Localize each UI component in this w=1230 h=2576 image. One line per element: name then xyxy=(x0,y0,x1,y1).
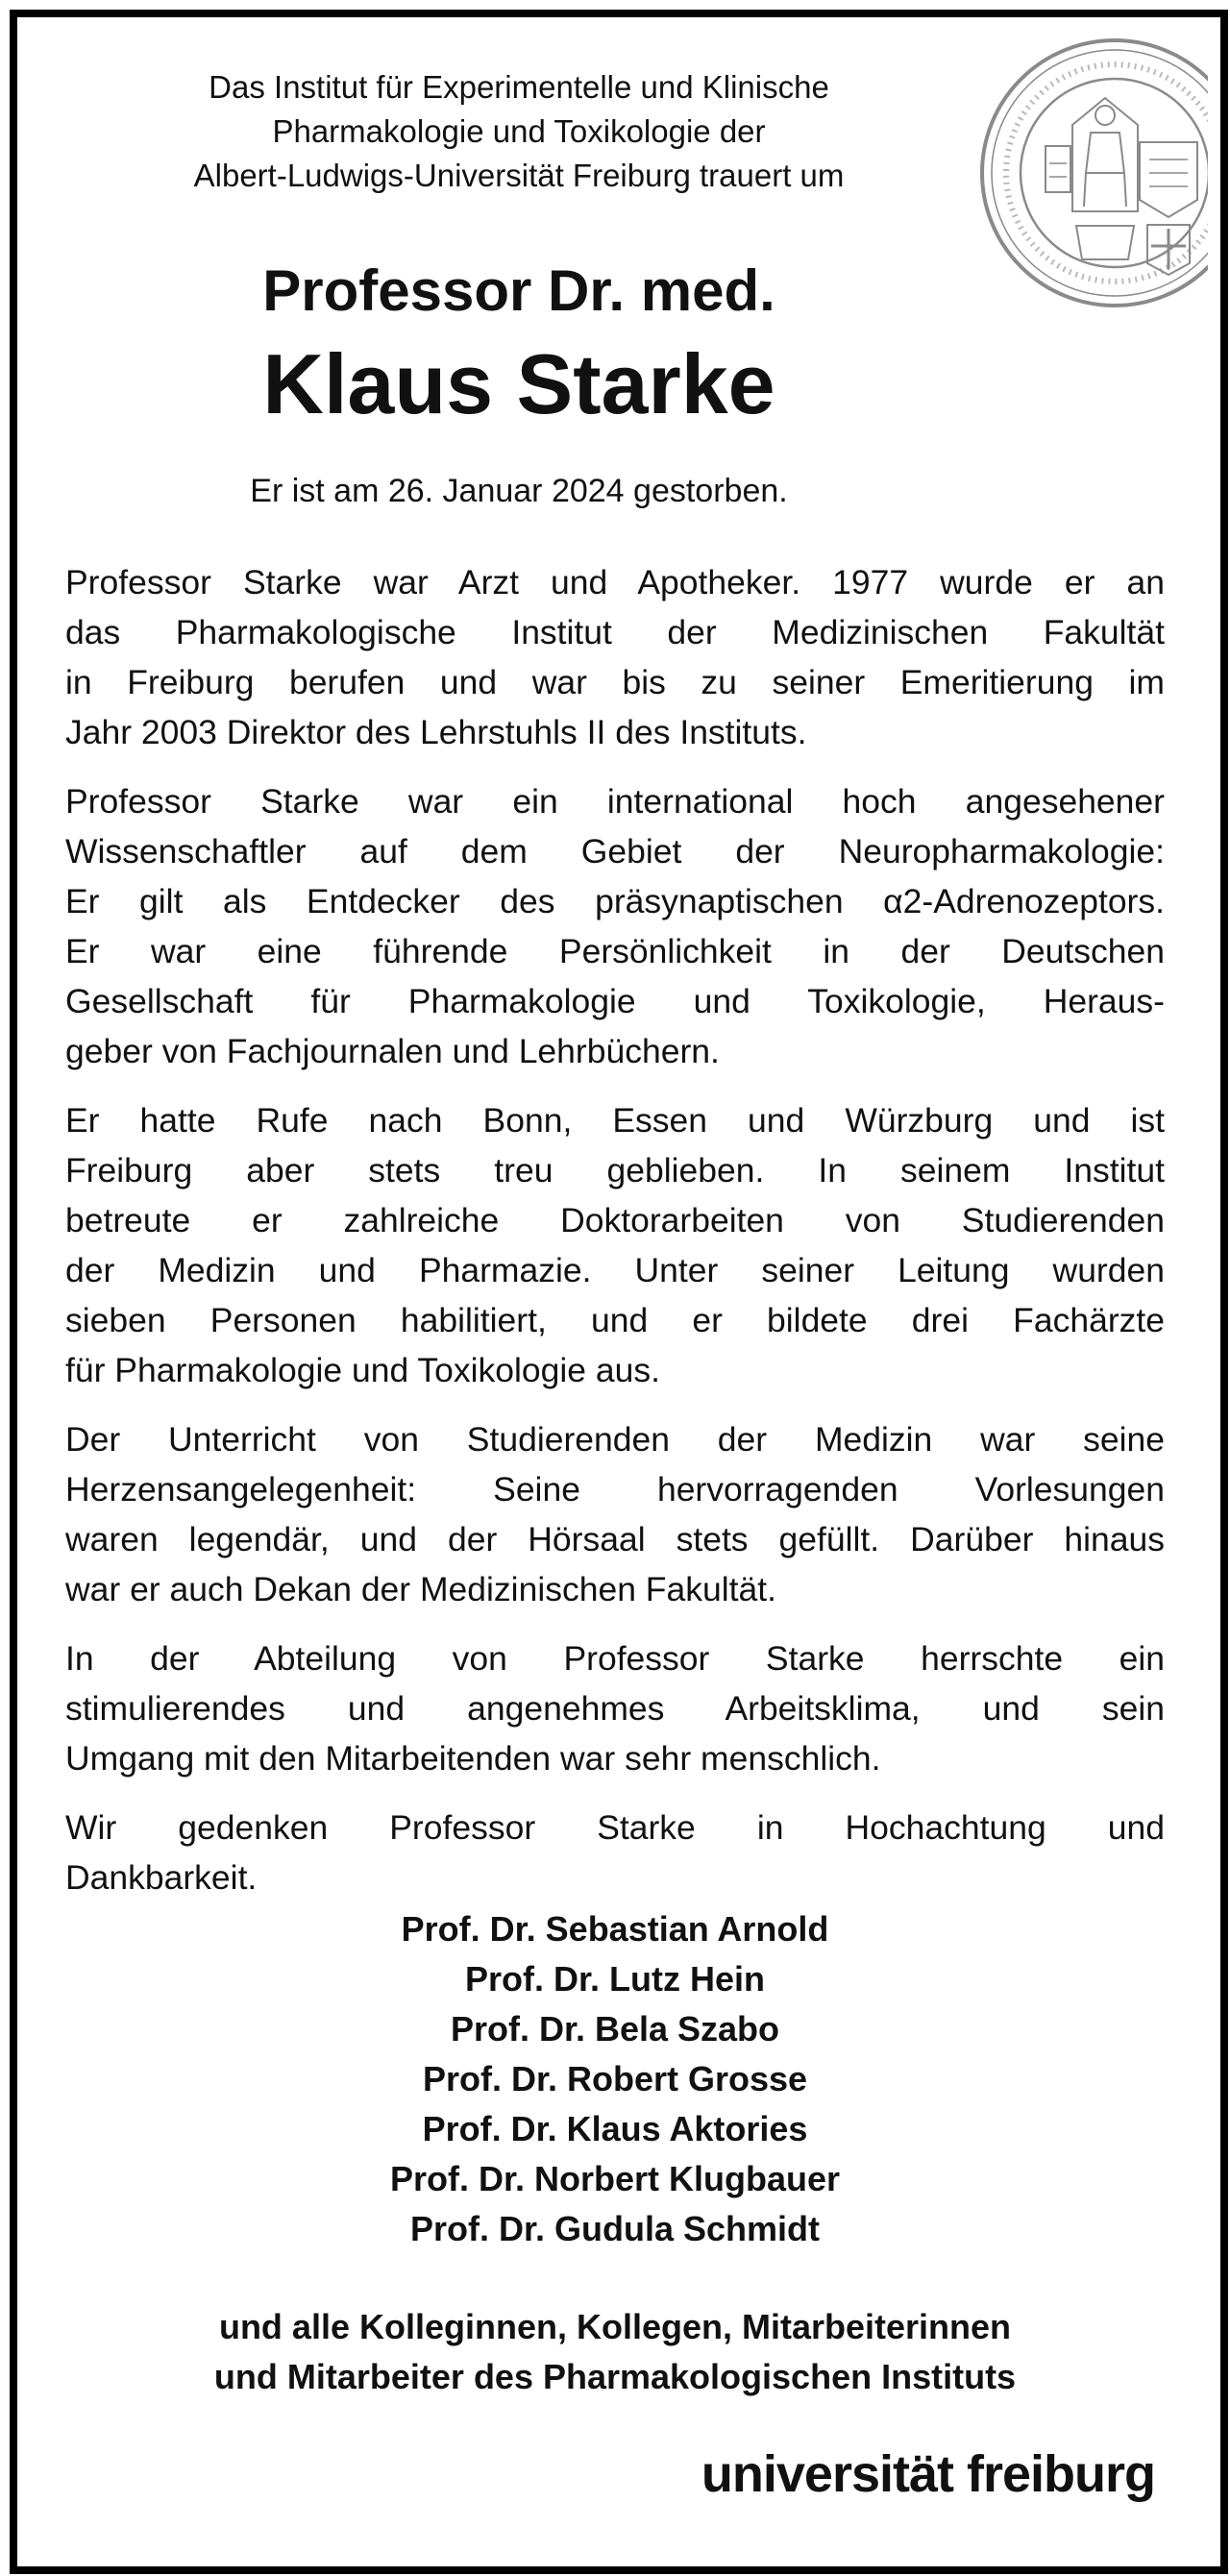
text-line: Er gilt als Entdecker des präsynaptischen α2-Adrenozeptors. xyxy=(65,882,1165,920)
text-line: Der Unterricht von Studierenden der Medizin war seine xyxy=(65,1420,1165,1459)
text-line: das Pharmakologische Institut der Medizinischen Fakultät xyxy=(65,613,1165,651)
text-line: Wissenschaftler auf dem Gebiet der Neuropharmakologie: xyxy=(65,832,1165,871)
university-logo: universität freiburg xyxy=(701,2445,1155,2503)
text-line: Gesellschaft für Pharmakologie und Toxikologie, Heraus- xyxy=(65,982,1165,1020)
signer-name: Prof. Dr. Klaus Aktories xyxy=(422,2109,808,2148)
text-line: Jahr 2003 Direktor des Lehrstuhls II des Instituts. xyxy=(65,713,807,751)
text-line: Dankbarkeit. xyxy=(65,1858,258,1897)
paragraph xyxy=(65,557,1165,757)
signer-name: Prof. Dr. Norbert Klugbauer xyxy=(389,2159,841,2198)
text-line: Er war eine führende Persönlichkeit in der Deutschen xyxy=(65,932,1165,970)
obituary-body xyxy=(65,557,1165,1922)
paragraph xyxy=(65,1414,1165,1614)
signer-name: Prof. Dr. Sebastian Arnold xyxy=(401,1909,829,1949)
death-notice: Er ist am 26. Januar 2024 gestorben. xyxy=(250,473,788,509)
text-line: stimulierendes und angenehmes Arbeitsklima, und sein xyxy=(65,1689,1165,1728)
text-line: Wir gedenken Professor Starke in Hochachtung und xyxy=(65,1808,1165,1847)
text-line: war er auch Dekan der Medizinischen Fakultät. xyxy=(65,1570,776,1608)
text-line: waren legendär, und der Hörsaal stets gefüllt. Darüber hinaus xyxy=(65,1520,1165,1558)
text-line: In der Abteilung von Professor Starke herrschte ein xyxy=(65,1639,1165,1678)
text-line: Professor Starke war ein international hoch angesehener xyxy=(65,782,1165,821)
text-line: Freiburg aber stets treu geblieben. In seinem Institut xyxy=(65,1151,1165,1190)
intro-line: Pharmakologie und Toxikologie der xyxy=(272,113,766,149)
deceased-name: Klaus Starke xyxy=(262,336,775,431)
signer-name: Prof. Dr. Lutz Hein xyxy=(464,1959,765,1999)
text-line: der Medizin und Pharmazie. Unter seiner Leitung wurden xyxy=(65,1251,1165,1289)
closing-line: und Mitarbeiter des Pharmakologischen Instituts xyxy=(213,2357,1017,2396)
text-line: Professor Starke war Arzt und Apotheker. 1977 wurde er an xyxy=(65,563,1165,601)
intro-line: Albert-Ludwigs-Universität Freiburg trauert um xyxy=(193,158,845,193)
signer-name: Prof. Dr. Robert Grosse xyxy=(422,2059,808,2098)
paragraph xyxy=(65,1095,1165,1395)
text-line: für Pharmakologie und Toxikologie aus. xyxy=(65,1351,660,1389)
signer-name: Prof. Dr. Bela Szabo xyxy=(450,2009,780,2049)
university-seal-icon xyxy=(971,29,1230,317)
deceased-title: Professor Dr. med. xyxy=(262,258,775,323)
paragraph xyxy=(65,776,1165,1076)
text-line: Er hatte Rufe nach Bonn, Essen und Würzburg und ist xyxy=(65,1101,1165,1140)
text-line: sieben Personen habilitiert, und er bildete drei Fachärzte xyxy=(65,1301,1165,1339)
closing-line: und alle Kolleginnen, Kollegen, Mitarbeiterinnen xyxy=(218,2307,1012,2346)
text-line: betreute er zahlreiche Doktorarbeiten von Studierenden xyxy=(65,1201,1165,1239)
text-line: geber von Fachjournalen und Lehrbüchern. xyxy=(65,1032,720,1070)
signer-name: Prof. Dr. Gudula Schmidt xyxy=(409,2209,821,2248)
intro-line: Das Institut für Experimentelle und Klinische xyxy=(209,69,829,105)
text-line: Umgang mit den Mitarbeitenden war sehr menschlich. xyxy=(65,1739,881,1778)
paragraph xyxy=(65,1633,1165,1783)
text-line: Herzensangelegenheit: Seine hervorragenden Vorlesungen xyxy=(65,1470,1165,1509)
intro-text xyxy=(58,65,980,198)
text-line: in Freiburg berufen und war bis zu seiner Emeritierung im xyxy=(65,663,1165,701)
paragraph xyxy=(65,1803,1165,1902)
closing-text xyxy=(65,2302,1165,2402)
signers-list xyxy=(65,1904,1165,2254)
